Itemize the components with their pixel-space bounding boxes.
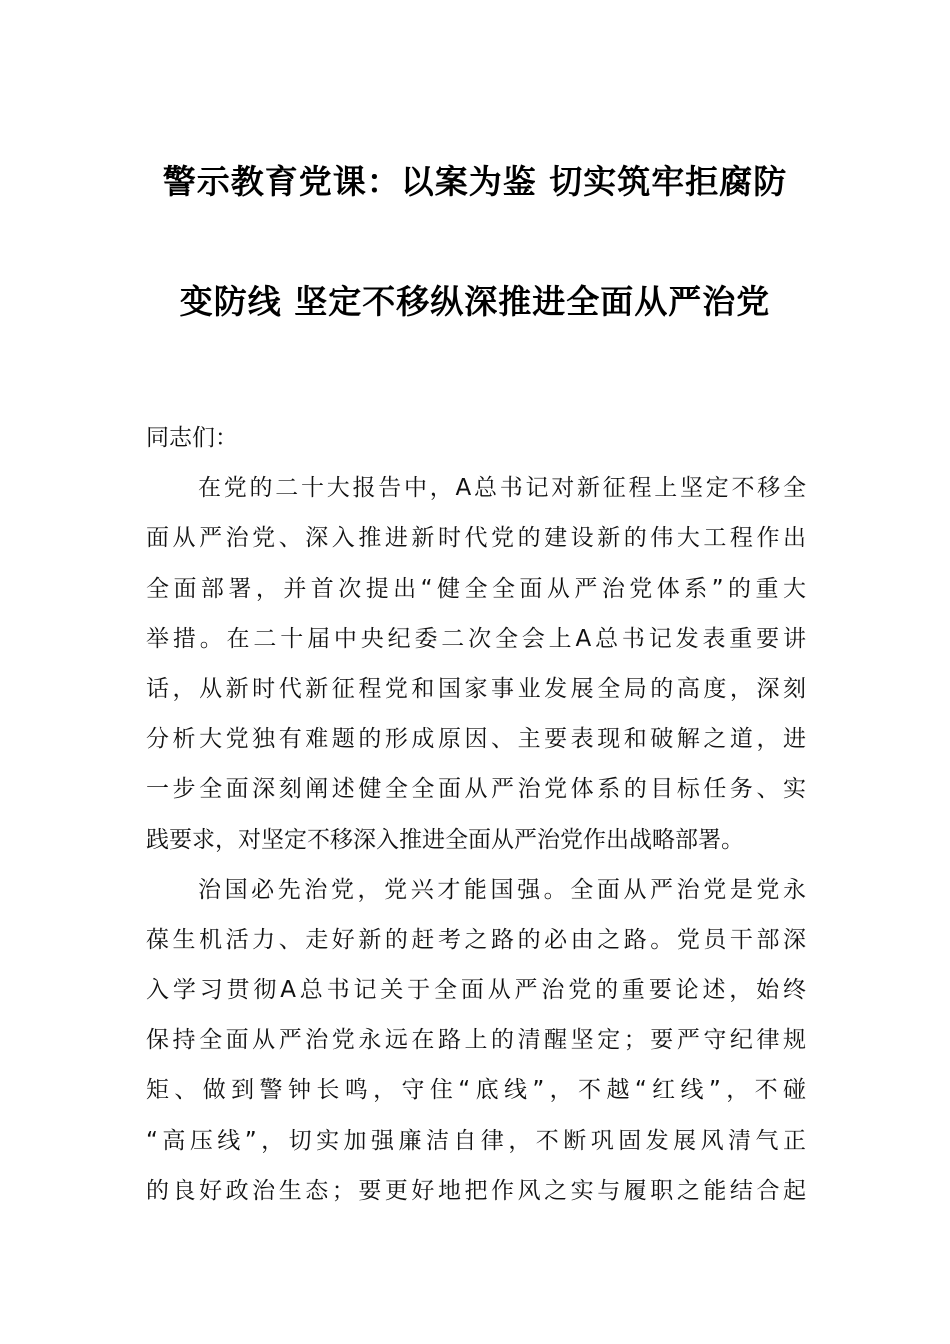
paragraph-line: 举措。在二十届中央纪委二次全会上A总书记发表重要讲 [146,625,806,652]
document-body [146,413,806,1216]
paragraph-line: 全面部署，并首次提出“健全全面从严治党体系”的重大 [146,575,806,602]
paragraph-line: 话，从新时代新征程党和国家事业发展全局的高度，深刻 [146,675,806,702]
paragraph-line: 葆生机活力、走好新的赶考之路的必由之路。党员干部深 [146,926,806,953]
paragraph-2 [146,865,806,1216]
paragraph-line: 矩、做到警钟长鸣，守住“底线”，不越“红线”，不碰 [146,1077,806,1104]
paragraph-line: 治国必先治党，党兴才能国强。全面从严治党是党永 [198,876,806,903]
paragraph-line: 保持全面从严治党永远在路上的清醒坚定；要严守纪律规 [146,1027,806,1054]
document-title-line-2: 变防线 坚定不移纵深推进全面从严治党 [179,282,771,321]
paragraph-line: “高压线”，切实加强廉洁自律，不断巩固发展风清气正 [146,1127,806,1154]
salutation: 同志们： [146,425,238,451]
paragraph-line: 践要求，对坚定不移深入推进全面从严治党作出战略部署。 [146,826,744,853]
document-title-line-1: 警示教育党课：以案为鉴 切实筑牢拒腐防 [162,162,788,201]
paragraph-line: 分析大党独有难题的形成原因、主要表现和破解之道，进 [146,726,806,753]
paragraph-line: 面从严治党、深入推进新时代党的建设新的伟大工程作出 [146,525,806,552]
paragraph-line: 入学习贯彻A总书记关于全面从严治党的重要论述，始终 [146,977,806,1004]
paragraph-line: 一步全面深刻阐述健全全面从严治党体系的目标任务、实 [146,776,806,803]
paragraph-line: 在党的二十大报告中，A总书记对新征程上坚定不移全 [198,475,806,502]
paragraph-1 [146,463,806,865]
paragraph-line: 的良好政治生态；要更好地把作风之实与履职之能结合起 [146,1177,806,1204]
